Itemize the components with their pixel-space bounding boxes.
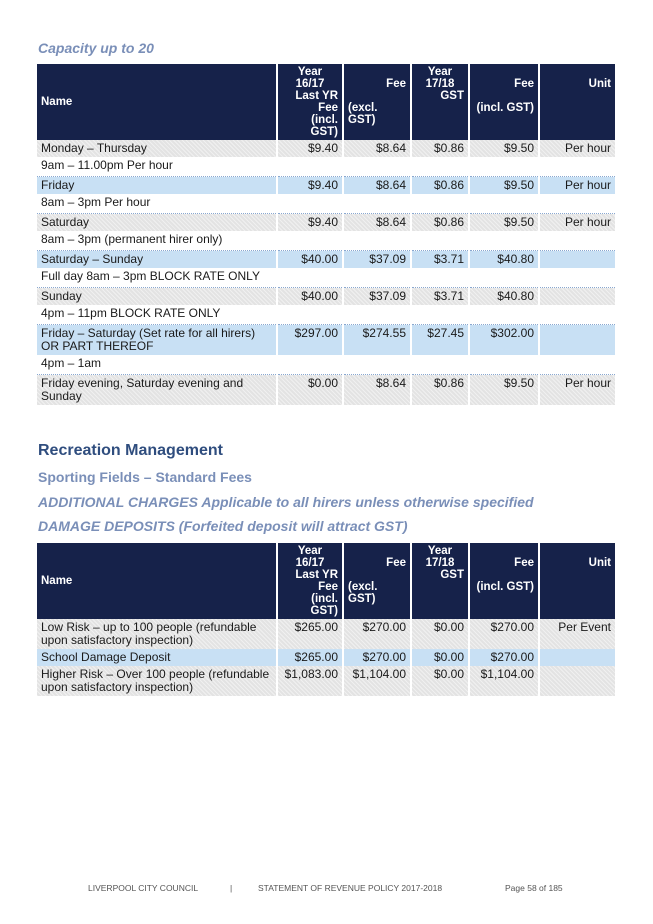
header-gst: Year 17/18 GST <box>411 64 469 140</box>
footer-council: LIVERPOOL CITY COUNCIL <box>88 883 199 893</box>
table-row: Low Risk – up to 100 people (refundable upon satisfactory inspection) $265.00 $270.00 $0.00 $270.00 Per Event <box>37 619 615 649</box>
table-row: Saturday – Sunday $40.00 $37.09 $3.71 $40.80 <box>37 251 615 269</box>
table-row: School Damage Deposit $265.00 $270.00 $0.00 $270.00 <box>37 649 615 666</box>
header-last-year: Year 16/17 Last YR Fee (incl. GST) <box>277 543 343 619</box>
table-row-description: 8am – 3pm (permanent hirer only) <box>37 231 615 251</box>
table-row-description: Full day 8am – 3pm BLOCK RATE ONLY <box>37 268 615 288</box>
table-row: Saturday $9.40 $8.64 $0.86 $9.50 Per hour <box>37 214 615 232</box>
header-fee-incl: Fee (incl. GST) <box>469 543 539 619</box>
table-row-description: 8am – 3pm Per hour <box>37 194 615 214</box>
header-last-year: Year 16/17 Last YR Fee (incl. GST) <box>277 64 343 140</box>
header-fee-excl: Fee (excl. GST) <box>343 64 411 140</box>
fee-table-capacity <box>37 64 615 405</box>
table-row-description: 4pm – 11pm BLOCK RATE ONLY <box>37 305 615 325</box>
table-row: Monday – Thursday $9.40 $8.64 $0.86 $9.50 Per hour <box>37 140 615 157</box>
table-row: Higher Risk – Over 100 people (refundable upon satisfactory inspection) $1,083.00 $1,104.00 $0.00 $1,104.00 <box>37 666 615 696</box>
fee-table-damage-deposits <box>37 543 615 696</box>
additional-charges-heading: ADDITIONAL CHARGES Applicable to all hirers unless otherwise specified <box>38 494 534 510</box>
header-gst: Year 17/18 GST <box>411 543 469 619</box>
header-unit: Unit <box>539 543 615 619</box>
table-row-description: 9am – 11.00pm Per hour <box>37 157 615 177</box>
table-row-description: 4pm – 1am <box>37 355 615 375</box>
footer-statement: STATEMENT OF REVENUE POLICY 2017-2018 <box>258 883 443 893</box>
header-fee-excl: Fee (excl. GST) <box>343 543 411 619</box>
footer-separator: | <box>230 883 233 893</box>
table-row: Sunday $40.00 $37.09 $3.71 $40.80 <box>37 288 615 306</box>
table-row: Friday $9.40 $8.64 $0.86 $9.50 Per hour <box>37 177 615 195</box>
footer-page-number: Page 58 of 185 <box>505 883 563 893</box>
table-row: Friday – Saturday (Set rate for all hirers) OR PART THEREOF $297.00 $274.55 $27.45 $302.00 <box>37 325 615 356</box>
header-fee-incl: Fee (incl. GST) <box>469 64 539 140</box>
damage-deposits-heading: DAMAGE DEPOSITS (Forfeited deposit will attract GST) <box>38 518 408 534</box>
header-unit: Unit <box>539 64 615 140</box>
header-name: Name <box>37 64 277 140</box>
section-title-capacity: Capacity up to 20 <box>38 40 154 56</box>
header-name: Name <box>37 543 277 619</box>
sporting-fields-subtitle: Sporting Fields – Standard Fees <box>38 469 252 485</box>
table-row: Friday evening, Saturday evening and Sunday $0.00 $8.64 $0.86 $9.50 Per hour <box>37 375 615 406</box>
recreation-title: Recreation Management <box>38 442 223 459</box>
